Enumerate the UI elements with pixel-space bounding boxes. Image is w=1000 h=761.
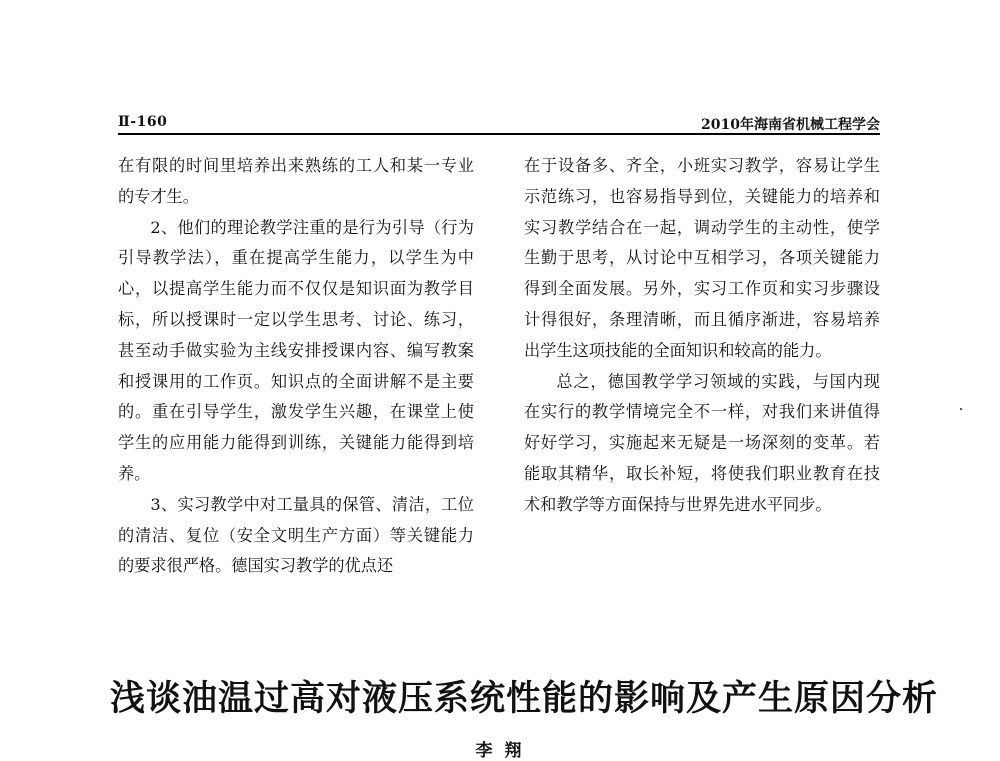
paragraph: 总之，德国教学学习领域的实践，与国内现在实行的教学情境完全不一样，对我们来讲值得好好学习，实施起来无疑是一场深刻的变革。若能取其精华，取长补短，将使我们职业教育在技术和教学等方面保持与世界先进水平同步。 — [524, 371, 880, 514]
margin-mark — [960, 408, 962, 410]
paragraph: 3、实习教学中对工量具的保管、清洁，工位的清洁、复位（安全文明生产方面）等关键能力的要求很严格。德国实习教学的优点还 — [118, 494, 474, 576]
header-rule — [118, 133, 880, 135]
author-name: 李 翔 — [475, 741, 525, 761]
page-number: Ⅱ-160 — [118, 114, 168, 130]
paragraph: 在于设备多、齐全，小班实习教学，容易让学生示范练习，也容易指导到位，关键能力的培养和实习教学结合在一起，调动学生的主动性，使学生勤于思考，从讨论中互相学习，各项关键能力得到全面发展。另外，实习工作页和实习步骤设计得很好，条理清晰，而且循序渐进，容易培养出学生这项技能的全面知识和较高的能力。 — [524, 156, 880, 360]
paragraph: 2、他们的理论教学注重的是行为引导（行为引导教学法），重在提高学生能力，以学生为中心，以提高学生能力而不仅仅是知识面为教学目标，所以授课时一定以学生思考、讨论、练习，甚至动手做实验为主线安排授课内容、编写教案和授课用的工作页。知识点的全面讲解不是主要的。重在引导学生，激发学生兴趣，在课堂上使学生的应用能力能得到训练，关键能力能得到培养。 — [118, 217, 474, 483]
journal-name: 2010年海南省机械工程学会 — [701, 117, 880, 133]
left-column — [118, 151, 474, 582]
article-title: 浅谈油温过高对液压系统性能的影响及产生原因分析 — [110, 679, 939, 719]
running-header — [118, 112, 880, 132]
right-column — [524, 151, 880, 521]
paragraph: 在有限的时间里培养出来熟练的工人和某一专业的专才生。 — [118, 156, 474, 206]
